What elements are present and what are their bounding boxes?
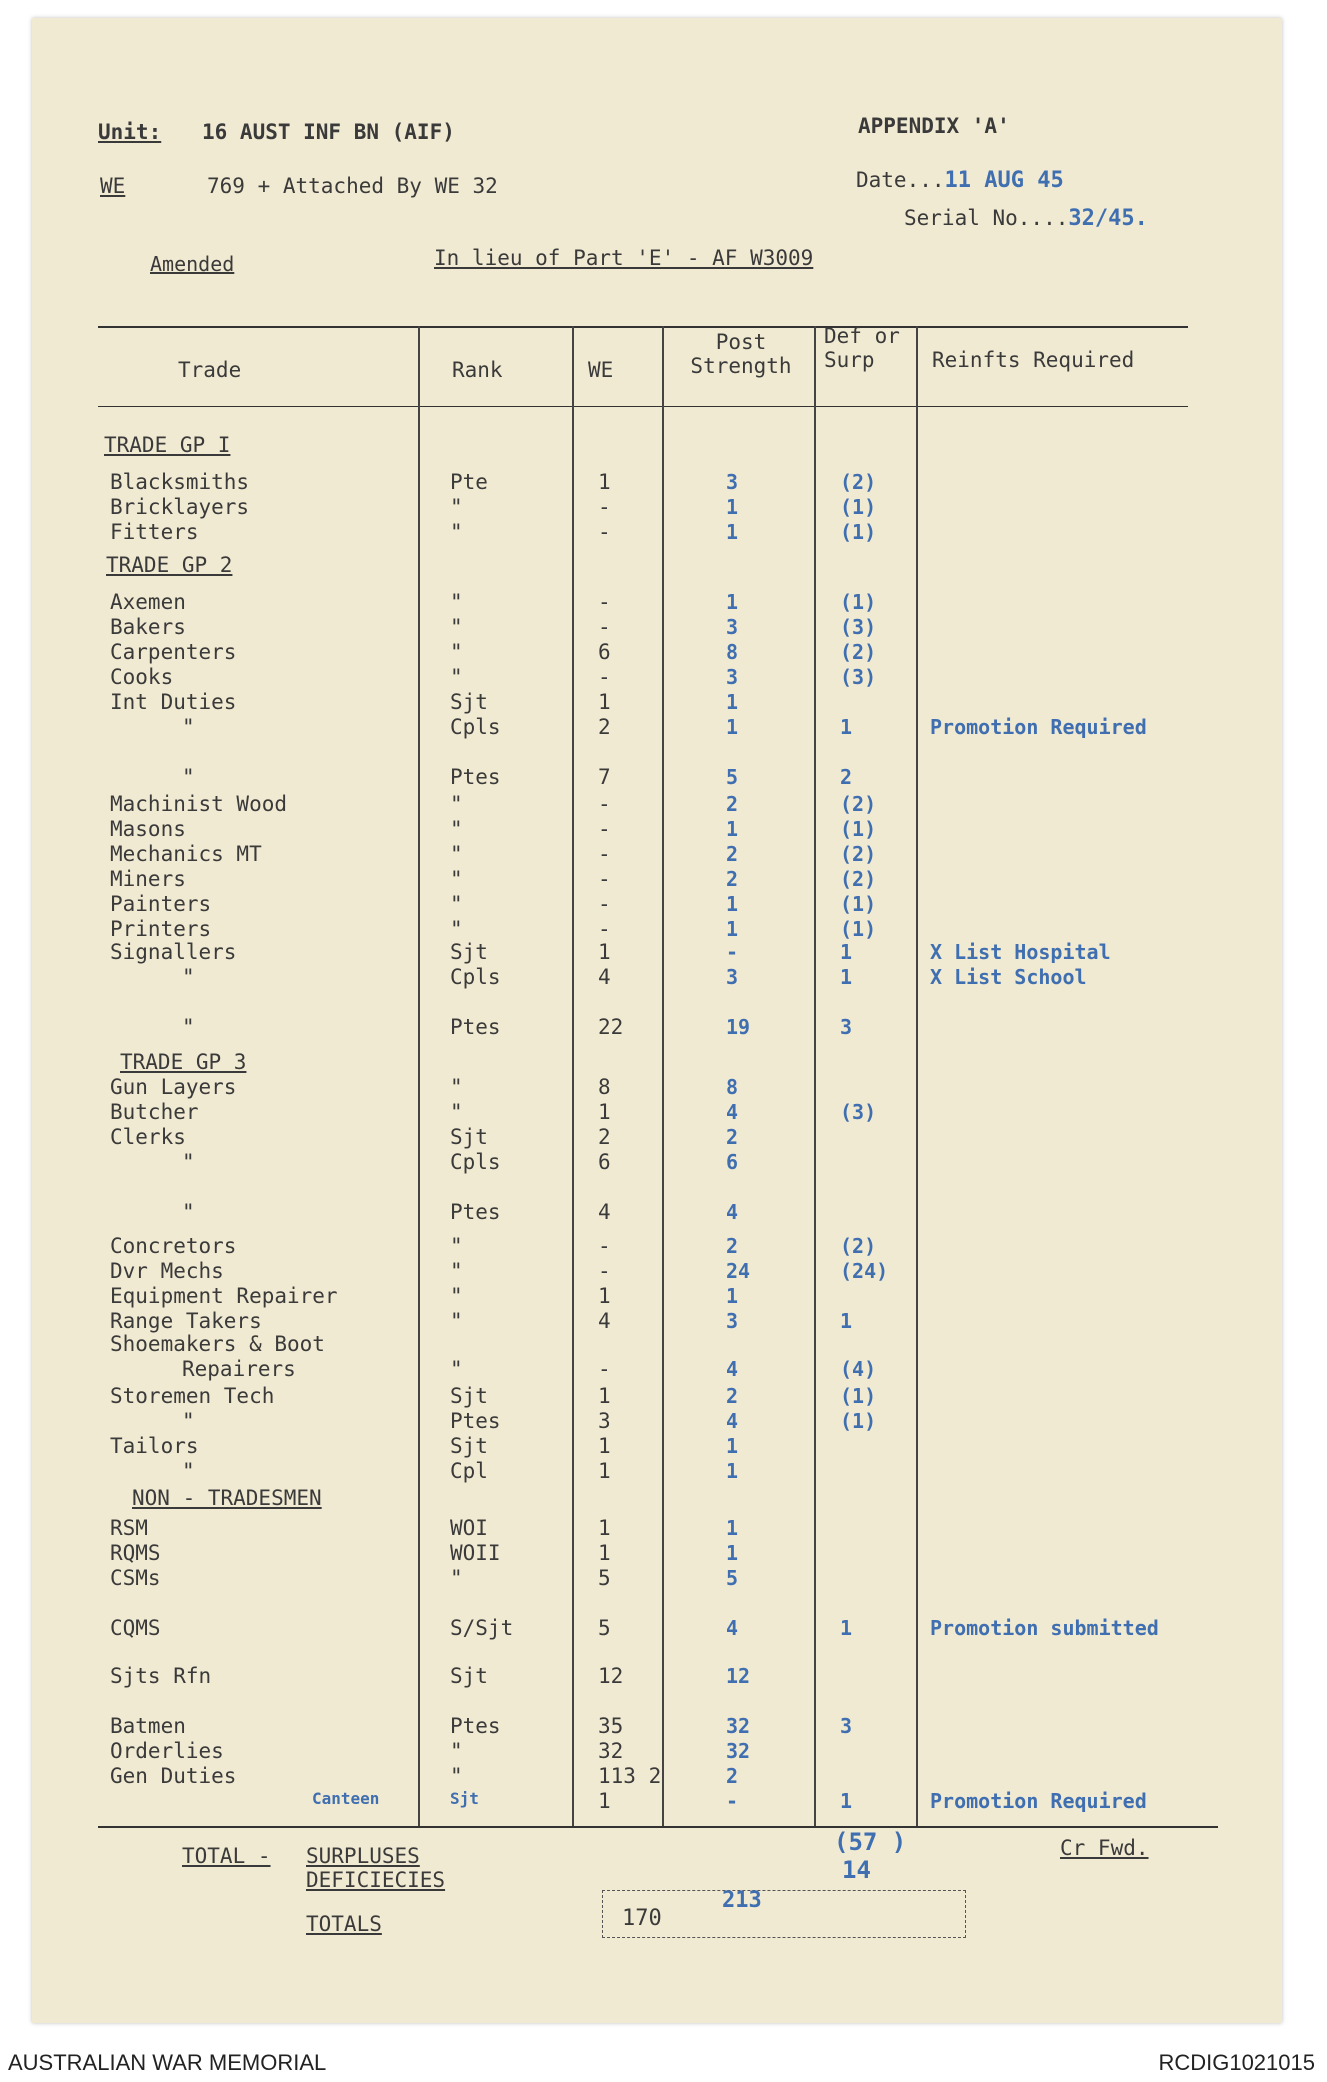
post-strength-cell: 1 xyxy=(726,1541,739,1565)
rank-cell: S/Sjt xyxy=(450,1616,514,1640)
we-cell: 6 xyxy=(598,1150,611,1174)
we-cell: - xyxy=(598,892,611,916)
post-strength-cell: 4 xyxy=(726,1616,739,1640)
col-header-rank: Rank xyxy=(452,358,503,382)
col-divider-def xyxy=(814,326,816,1826)
rank-cell: Sjt xyxy=(450,1789,479,1808)
rank-cell: " xyxy=(450,792,463,816)
we-cell: 113 2 xyxy=(598,1764,662,1788)
rank-cell: Sjt xyxy=(450,1384,488,1408)
rank-cell: " xyxy=(450,640,463,664)
trade-cell: Canteen xyxy=(312,1789,380,1808)
post-strength-cell: 3 xyxy=(726,1309,739,1333)
rank-cell: Ptes xyxy=(450,1015,501,1039)
post-strength-cell: 1 xyxy=(726,520,739,544)
appendix-label: APPENDIX 'A' xyxy=(858,114,1010,138)
header-bottom-rule xyxy=(98,406,1188,407)
post-strength-cell: 5 xyxy=(726,1566,739,1590)
we-cell: - xyxy=(598,590,611,614)
we-cell: 1 xyxy=(598,1100,611,1124)
def-surp-cell: (3) xyxy=(840,665,877,689)
post-strength-cell: 1 xyxy=(726,690,739,714)
we-cell: - xyxy=(598,665,611,689)
post-strength-cell: 2 xyxy=(726,842,739,866)
def-surp-cell: (1) xyxy=(840,917,877,941)
we-cell: 2 xyxy=(598,715,611,739)
trade-cell: Sjts Rfn xyxy=(110,1664,212,1688)
group-heading-non: NON - TRADESMEN xyxy=(132,1486,322,1510)
post-strength-cell: 2 xyxy=(726,1764,739,1788)
def-surp-cell: (1) xyxy=(840,590,877,614)
we-cell: 5 xyxy=(598,1616,611,1640)
post-strength-cell: 3 xyxy=(726,470,739,494)
def-surp-cell: (3) xyxy=(840,615,877,639)
we-cell: 22 xyxy=(598,1015,624,1039)
reinfts-note-cell: X List School xyxy=(930,965,1087,989)
unit-value: 16 AUST INF BN (AIF) xyxy=(202,120,455,144)
def-surp-cell: (2) xyxy=(840,470,877,494)
post-strength-cell: 2 xyxy=(726,792,739,816)
post-strength-cell: 1 xyxy=(726,1434,739,1458)
def-surp-cell: (1) xyxy=(840,520,877,544)
footer-source: AUSTRALIAN WAR MEMORIAL xyxy=(8,2050,327,2075)
trade-cell: " xyxy=(182,715,195,739)
we-cell: 4 xyxy=(598,1200,611,1224)
we-cell: 12 xyxy=(598,1664,624,1688)
def-surp-cell: 1 xyxy=(840,1789,853,1813)
post-strength-cell: 1 xyxy=(726,590,739,614)
we-cell: - xyxy=(598,1234,611,1258)
trade-cell: " xyxy=(182,1200,195,1224)
we-cell: 6 xyxy=(598,640,611,664)
we-cell: - xyxy=(598,842,611,866)
rank-cell: " xyxy=(450,1309,463,1333)
trade-cell: Gun Layers xyxy=(110,1075,237,1099)
def-surp-cell: (4) xyxy=(840,1357,877,1381)
total-label: TOTAL - xyxy=(182,1844,271,1868)
def-surp-cell: (1) xyxy=(840,1384,877,1408)
trade-cell: " xyxy=(182,1409,195,1433)
we-cell: 1 xyxy=(598,1541,611,1565)
trade-cell: " xyxy=(182,765,195,789)
post-strength-cell: 1 xyxy=(726,495,739,519)
we-cell: 5 xyxy=(598,1566,611,1590)
trade-cell: CSMs xyxy=(110,1566,161,1590)
we-cell: 32 xyxy=(598,1739,624,1763)
trade-cell: Printers xyxy=(110,917,212,941)
post-strength-cell: 24 xyxy=(726,1259,751,1283)
reinfts-note-cell: Promotion Required xyxy=(930,715,1147,739)
post-strength-cell: - xyxy=(726,940,739,964)
trade-cell: Cooks xyxy=(110,665,174,689)
we-cell: - xyxy=(598,1259,611,1283)
we-cell: 1 xyxy=(598,1516,611,1540)
rank-cell: " xyxy=(450,1566,463,1590)
date-value: 11 AUG 45 xyxy=(944,168,1064,193)
trade-cell: RSM xyxy=(110,1516,148,1540)
serial-field: Serial No....32/45. xyxy=(904,206,1148,231)
post-strength-cell: 12 xyxy=(726,1664,751,1688)
trade-cell: Shoemakers & Boot xyxy=(110,1332,325,1356)
rank-cell: " xyxy=(450,867,463,891)
we-cell: - xyxy=(598,867,611,891)
rank-cell: " xyxy=(450,892,463,916)
trade-cell: Bricklayers xyxy=(110,495,250,519)
rank-cell: " xyxy=(450,1739,463,1763)
table-top-rule xyxy=(98,326,1188,328)
rank-cell: Sjt xyxy=(450,1125,488,1149)
group-heading-3: TRADE GP 3 xyxy=(120,1050,247,1074)
we-cell: - xyxy=(598,520,611,544)
rank-cell: " xyxy=(450,615,463,639)
we-cell: 8 xyxy=(598,1075,611,1099)
col-divider-rank xyxy=(418,326,420,1826)
we-cell: 1 xyxy=(598,690,611,714)
post-strength-cell: 8 xyxy=(726,640,739,664)
def-surp-cell: (1) xyxy=(840,1409,877,1433)
we-cell: - xyxy=(598,817,611,841)
post-strength-cell: 3 xyxy=(726,615,739,639)
def-surp-cell: (2) xyxy=(840,1234,877,1258)
rank-cell: Ptes xyxy=(450,1409,501,1433)
def-surp-cell: 1 xyxy=(840,1616,853,1640)
rank-cell: " xyxy=(450,1284,463,1308)
rank-cell: " xyxy=(450,1075,463,1099)
rank-cell: " xyxy=(450,1259,463,1283)
rank-cell: Cpl xyxy=(450,1459,488,1483)
col-divider-post xyxy=(662,326,664,1826)
post-strength-cell: - xyxy=(726,1789,739,1813)
col-header-def-surp: Def or Surp xyxy=(824,324,900,372)
rank-cell: " xyxy=(450,665,463,689)
post-total: 213 xyxy=(722,1888,762,1913)
trade-cell: Masons xyxy=(110,817,186,841)
rank-cell: " xyxy=(450,1357,463,1381)
def-surp-cell: 2 xyxy=(840,765,853,789)
def-surp-cell: (1) xyxy=(840,817,877,841)
trade-cell: RQMS xyxy=(110,1541,161,1565)
surpluses-label: SURPLUSES xyxy=(306,1844,420,1868)
we-cell: 1 xyxy=(598,1459,611,1483)
rank-cell: WOI xyxy=(450,1516,488,1540)
we-cell: 1 xyxy=(598,1284,611,1308)
we-cell: 1 xyxy=(598,1434,611,1458)
trade-cell: Int Duties xyxy=(110,690,237,714)
trade-cell: Gen Duties xyxy=(110,1764,237,1788)
trade-cell: Tailors xyxy=(110,1434,199,1458)
rank-cell: Sjt xyxy=(450,1664,488,1688)
we-cell: 3 xyxy=(598,1409,611,1433)
def-surp-cell: 3 xyxy=(840,1015,853,1039)
def-surp-cell: 1 xyxy=(840,715,853,739)
rank-cell: " xyxy=(450,917,463,941)
def-surp-cell: (3) xyxy=(840,1100,877,1124)
we-cell: 1 xyxy=(598,1789,611,1813)
unit-label: Unit: xyxy=(98,120,162,144)
rank-cell: Sjt xyxy=(450,940,488,964)
rank-cell: Cpls xyxy=(450,715,501,739)
trade-cell: Repairers xyxy=(182,1357,296,1381)
def-surp-cell: (2) xyxy=(840,867,877,891)
group-heading-2: TRADE GP 2 xyxy=(106,553,233,577)
rank-cell: Pte xyxy=(450,470,488,494)
col-header-post-strength: Post Strength xyxy=(690,330,792,378)
rank-cell: " xyxy=(450,520,463,544)
post-strength-cell: 1 xyxy=(726,817,739,841)
trade-cell: Painters xyxy=(110,892,212,916)
def-surp-cell: (1) xyxy=(840,495,877,519)
we-cell: 2 xyxy=(598,1125,611,1149)
in-lieu-title: In lieu of Part 'E' - AF W3009 xyxy=(434,246,814,270)
def-surp-cell: (24) xyxy=(840,1259,889,1283)
def-surp-cell: 1 xyxy=(840,940,853,964)
post-strength-cell: 2 xyxy=(726,1125,739,1149)
trade-cell: Orderlies xyxy=(110,1739,224,1763)
post-strength-cell: 32 xyxy=(726,1714,751,1738)
date-field: Date...11 AUG 45 xyxy=(856,168,1064,193)
group-heading-1: TRADE GP I xyxy=(104,433,231,457)
trade-cell: Blacksmiths xyxy=(110,470,250,494)
trade-cell: " xyxy=(182,1015,195,1039)
post-strength-cell: 1 xyxy=(726,917,739,941)
post-strength-cell: 2 xyxy=(726,1234,739,1258)
post-strength-cell: 4 xyxy=(726,1200,739,1224)
amended-label: Amended xyxy=(150,252,235,276)
def-surp-cell: 3 xyxy=(840,1714,853,1738)
rank-cell: Sjt xyxy=(450,1434,488,1458)
col-header-trade: Trade xyxy=(178,358,242,382)
post-strength-cell: 19 xyxy=(726,1015,751,1039)
post-strength-cell: 4 xyxy=(726,1409,739,1433)
we-cell: 4 xyxy=(598,1309,611,1333)
post-strength-cell: 1 xyxy=(726,715,739,739)
rank-cell: WOII xyxy=(450,1541,501,1565)
we-cell: 1 xyxy=(598,470,611,494)
trade-cell: Mechanics MT xyxy=(110,842,262,866)
rank-cell: " xyxy=(450,1764,463,1788)
col-divider-reinfts xyxy=(916,326,918,1826)
cr-fwd-label: Cr Fwd. xyxy=(1060,1836,1149,1860)
we-cell: 4 xyxy=(598,965,611,989)
trade-cell: " xyxy=(182,965,195,989)
trade-cell: Concretors xyxy=(110,1234,237,1258)
trade-cell: Butcher xyxy=(110,1100,199,1124)
rank-cell: Cpls xyxy=(450,965,501,989)
trade-cell: Carpenters xyxy=(110,640,237,664)
rank-cell: Cpls xyxy=(450,1150,501,1174)
surpluses-value: (57 ) xyxy=(834,1828,907,1856)
we-cell: 35 xyxy=(598,1714,624,1738)
deficiencies-label: DEFICIECIES xyxy=(306,1868,446,1892)
post-strength-cell: 2 xyxy=(726,1384,739,1408)
rank-cell: Ptes xyxy=(450,765,501,789)
trade-cell: Fitters xyxy=(110,520,199,544)
trade-cell: Miners xyxy=(110,867,186,891)
col-divider-we xyxy=(572,326,574,1826)
def-surp-cell: 1 xyxy=(840,965,853,989)
rank-cell: " xyxy=(450,1234,463,1258)
post-strength-cell: 1 xyxy=(726,892,739,916)
def-surp-cell: (2) xyxy=(840,792,877,816)
rank-cell: Sjt xyxy=(450,690,488,714)
post-strength-cell: 8 xyxy=(726,1075,739,1099)
post-strength-cell: 3 xyxy=(726,665,739,689)
def-surp-cell: (2) xyxy=(840,842,877,866)
serial-value: 32/45. xyxy=(1068,206,1148,231)
trade-cell: Range Takers xyxy=(110,1309,262,1333)
post-strength-cell: 4 xyxy=(726,1357,739,1381)
we-cell: - xyxy=(598,917,611,941)
post-strength-cell: 3 xyxy=(726,965,739,989)
trade-cell: " xyxy=(182,1150,195,1174)
rank-cell: " xyxy=(450,1100,463,1124)
post-strength-cell: 2 xyxy=(726,867,739,891)
trade-cell: Signallers xyxy=(110,940,237,964)
trade-cell: Storemen Tech xyxy=(110,1384,275,1408)
we-cell: 1 xyxy=(598,1384,611,1408)
rank-cell: " xyxy=(450,590,463,614)
post-strength-cell: 1 xyxy=(726,1459,739,1483)
we-cell: - xyxy=(598,615,611,639)
trade-cell: Equipment Repairer xyxy=(110,1284,338,1308)
trade-cell: " xyxy=(182,1459,195,1483)
totals-label: TOTALS xyxy=(306,1912,382,1936)
we-cell: - xyxy=(598,1357,611,1381)
table-bottom-rule xyxy=(98,1826,1218,1828)
rank-cell: Ptes xyxy=(450,1714,501,1738)
trade-cell: Batmen xyxy=(110,1714,186,1738)
we-cell: 1 xyxy=(598,940,611,964)
trade-cell: Axemen xyxy=(110,590,186,614)
trade-cell: Clerks xyxy=(110,1125,186,1149)
trade-cell: Machinist Wood xyxy=(110,792,288,816)
def-surp-cell: (2) xyxy=(840,640,877,664)
document-page xyxy=(32,18,1282,2023)
reinfts-note-cell: Promotion submitted xyxy=(930,1616,1159,1640)
we-cell: - xyxy=(598,792,611,816)
post-strength-cell: 6 xyxy=(726,1150,739,1174)
post-strength-cell: 5 xyxy=(726,765,739,789)
trade-cell: Dvr Mechs xyxy=(110,1259,224,1283)
post-strength-cell: 4 xyxy=(726,1100,739,1124)
post-strength-cell: 32 xyxy=(726,1739,751,1763)
rank-cell: " xyxy=(450,817,463,841)
we-total: 170 xyxy=(622,1906,662,1931)
trade-cell: CQMS xyxy=(110,1616,161,1640)
reinfts-note-cell: X List Hospital xyxy=(930,940,1111,964)
rank-cell: Ptes xyxy=(450,1200,501,1224)
deficiencies-value: 14 xyxy=(842,1856,871,1884)
def-surp-cell: 1 xyxy=(840,1309,853,1333)
reinfts-note-cell: Promotion Required xyxy=(930,1789,1147,1813)
we-value: 769 + Attached By WE 32 xyxy=(207,174,498,198)
rank-cell: " xyxy=(450,495,463,519)
post-strength-cell: 1 xyxy=(726,1516,739,1540)
col-header-we: WE xyxy=(588,358,614,382)
post-strength-cell: 1 xyxy=(726,1284,739,1308)
we-cell: - xyxy=(598,495,611,519)
we-cell: 7 xyxy=(598,765,611,789)
rank-cell: " xyxy=(450,842,463,866)
col-header-reinfts: Reinfts Required xyxy=(932,348,1135,372)
def-surp-cell: (1) xyxy=(840,892,877,916)
we-label: WE xyxy=(100,174,126,198)
footer-id: RCDIG1021015 xyxy=(1158,2050,1315,2075)
trade-cell: Bakers xyxy=(110,615,186,639)
